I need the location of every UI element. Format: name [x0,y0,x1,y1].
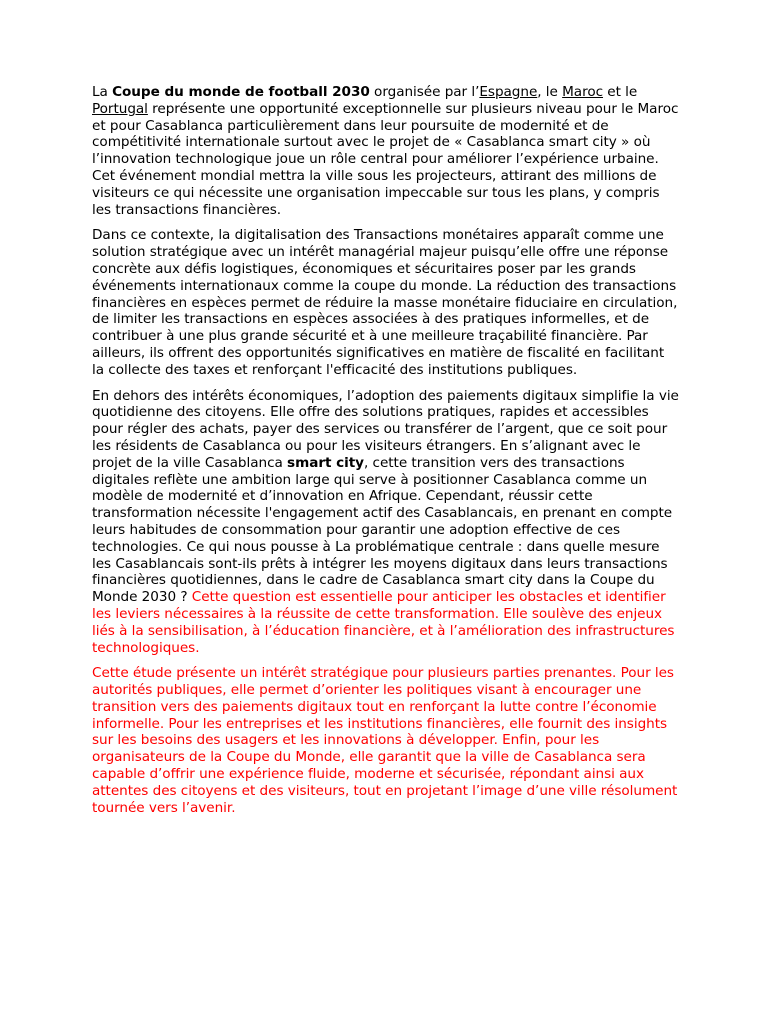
problematic-bold-smart-city: smart city [287,454,364,471]
paragraph-context: Dans ce contexte, la digitalisation des Transactions monétaires apparaît comme une solution stratégique avec un intérêt managérial majeur puisqu’elle offre une réponse concrète aux défis logistiques, économiques et sécuritaires poser par les grands événements internationaux comme la coupe du monde. La réduction des transactions financières en espèces permet de réduire la masse monétaire fiduciaire en circulation, de limiter les transactions en espèces associées à des pratiques informelles, et de contribuer à une plus grande sécurité et à une meilleure traçabilité financière. Par ailleurs, ils offrent des opportunités significatives en matière de fiscalité en facilitant la collecte des taxes et renforçant l'efficacité des institutions publiques. [92,227,678,378]
link-espagne[interactable]: Espagne [479,84,538,100]
paragraph-problematic [92,388,680,657]
intro-text-and: et le [603,84,638,100]
problematic-text-middle: , cette transition vers des transactions digitales reflète une ambition large qui serve à positionner Casablanca comme un modèle de modernité et d’innovation en Afrique. Cependant, réussir cette transformation nécessite l'engagement actif des Casablancais, en prenant en compte leurs habitudes de consommation pour garantir une adoption effective de ces technologies. Ce qui nous pousse à La problématique centrale : dans quelle mesure les Casablancais sont-ils prêts à intégrer les moyens digitaux dans leurs transactions financières quotidiennes, dans le cadre de Casablanca smart city dans la Coupe du Monde 2030 ? [92,454,673,606]
paragraph-interest: Cette étude présente un intérêt stratégique pour plusieurs parties prenantes. Pour les autorités publiques, elle permet d’orienter les politiques visant à encourager une transition vers des paiements digitaux tout en renforçant la lutte contre l’économie informelle. Pour les entreprises et les institutions financières, elle fournit des insights sur les besoins des usagers et les innovations à développer. Enfin, pour les organisateurs de la Coupe du Monde, elle garantit que la ville de Casablanca sera capable d’offrir une expérience fluide, moderne et sécurisée, répondant ainsi aux attentes des citoyens et des visiteurs, tout en projetant l’image d’une ville résolument tournée vers l’avenir. [92,665,678,816]
problematic-text-start: En dehors des intérêts économiques, l’adoption des paiements digitaux simplifie la vie quotidienne des citoyens. Elle offre des solutions pratiques, rapides et accessibles pour régler des achats, payer des services ou transférer de l’argent, que ce soit pour les résidents de Casablanca ou pour les visiteurs étrangers. En s’alignant avec le projet de la ville Casablanca [92,387,679,471]
intro-text-comma: , le [537,84,563,100]
intro-text-rest: représente une opportunité exceptionnelle sur plusieurs niveau pour le Maroc et pour Casablanca particulièrement dans leur poursuite de modernité et de compétitivité internationale surtout avec le projet de « Casablanca smart city » où l’innovation technologique joue un rôle central pour améliorer l’expérience urbaine. Cet événement mondial mettra la ville sous les projecteurs, attirant des millions de visiteurs ce qui nécessite une organisation impeccable sur tous les plans, y compris les transactions financières. [92,100,679,218]
intro-text-start: La [92,84,113,100]
intro-text-organised: organisée par l’ [369,84,480,100]
link-maroc[interactable]: Maroc [562,84,604,100]
problematic-text-red: Cette question est essentielle pour anticiper les obstacles et identifier les leviers nécessaires à la réussite de cette transformation. Elle soulève des enjeux liés à la sensibilisation, à l’éducation financière, et à l’amélioration des infrastructures technologiques. [92,589,675,656]
link-portugal[interactable]: Portugal [92,100,148,117]
document-body [92,84,680,825]
intro-bold-title: Coupe du monde de football 2030 [112,84,370,100]
paragraph-intro [92,84,680,218]
